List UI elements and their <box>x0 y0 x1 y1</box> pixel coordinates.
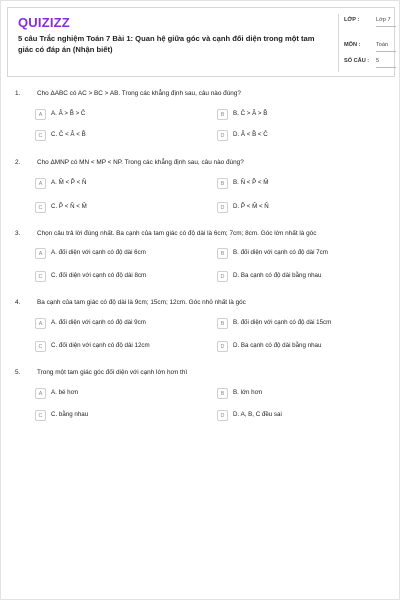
option-a[interactable] <box>35 178 185 191</box>
option-text: A. đối diện với cạnh có độ dài 6cm <box>51 249 146 256</box>
option-letter-badge: A <box>35 388 46 399</box>
option-text: D. Â < B̂ < Ĉ <box>233 131 268 138</box>
option-letter-badge: B <box>217 388 228 399</box>
option-text: D. Ba cạnh có độ dài bằng nhau <box>233 272 322 279</box>
option-a[interactable] <box>35 318 185 331</box>
option-text: C. Ĉ < Â < B̂ <box>51 131 86 138</box>
option-d[interactable] <box>217 130 367 143</box>
option-b[interactable] <box>217 318 367 331</box>
option-letter-badge: A <box>35 109 46 120</box>
option-text: C. bằng nhau <box>51 411 89 418</box>
subject-label: MÔN : <box>344 42 361 48</box>
option-text: C. P̂ < N̂ < M̂ <box>51 203 87 210</box>
option-d[interactable] <box>217 341 367 354</box>
question-count-label: SỐ CÂU : <box>344 58 370 64</box>
option-d[interactable] <box>217 410 367 423</box>
option-c[interactable] <box>35 341 185 354</box>
question-text: Cho ΔMNP có MN < MP < NP. Trong các khẳng định sau, câu nào đúng? <box>37 159 244 166</box>
option-text: C. đối diện với cạnh có độ dài 12cm <box>51 342 150 349</box>
option-letter-badge: B <box>217 248 228 259</box>
question-text: Trong một tam giác góc đối diện với cạnh lớn hơn thì <box>37 369 188 376</box>
option-b[interactable] <box>217 388 367 401</box>
option-text: B. đối diện với cạnh có độ dài 15cm <box>233 319 332 326</box>
option-letter-badge: C <box>35 130 46 141</box>
option-text: D. P̂ < M̂ < N̂ <box>233 203 269 210</box>
option-letter-badge: C <box>35 410 46 421</box>
option-letter-badge: B <box>217 109 228 120</box>
option-b[interactable] <box>217 248 367 261</box>
option-c[interactable] <box>35 271 185 284</box>
option-letter-badge: B <box>217 318 228 329</box>
question-count-value: 5 <box>376 57 396 68</box>
option-text: B. Ĉ > Â > B̂ <box>233 110 268 117</box>
quizizz-logo: QUIZIZZ <box>18 15 70 30</box>
option-text: D. Ba cạnh có độ dài bằng nhau <box>233 342 322 349</box>
option-letter-badge: D <box>217 410 228 421</box>
question-text: Chọn câu trả lời đúng nhất. Ba cạnh của tam giác có độ dài là 6cm; 7cm; 8cm. Góc lớn nhất là góc <box>37 230 317 237</box>
option-c[interactable] <box>35 130 185 143</box>
option-text: C. đối diện với cạnh có độ dài 8cm <box>51 272 147 279</box>
option-text: A. Â > B̂ > Ĉ <box>51 110 86 117</box>
option-a[interactable] <box>35 248 185 261</box>
grade-value: Lớp 7 <box>376 16 396 27</box>
option-letter-badge: A <box>35 318 46 329</box>
header-divider <box>338 14 339 72</box>
option-c[interactable] <box>35 202 185 215</box>
question-number: 3. <box>15 230 21 237</box>
subject-value: Toán <box>376 41 396 52</box>
option-letter-badge: D <box>217 130 228 141</box>
option-text: B. lớn hơn <box>233 389 263 396</box>
option-text: D. A, B, C đều sai <box>233 411 282 418</box>
question-text: Cho ΔABC có AC > BC > AB. Trong các khẳng định sau, câu nào đúng? <box>37 90 241 97</box>
option-letter-badge: A <box>35 178 46 189</box>
option-text: A. M̂ < P̂ < N̂ <box>51 179 87 186</box>
option-letter-badge: D <box>217 341 228 352</box>
worksheet-header <box>7 7 395 77</box>
option-text: B. N̂ < P̂ < M̂ <box>233 179 269 186</box>
option-letter-badge: C <box>35 202 46 213</box>
option-letter-badge: D <box>217 202 228 213</box>
option-a[interactable] <box>35 109 185 122</box>
grade-label: LỚP : <box>344 17 360 23</box>
question-text: Ba cạnh của tam giác có độ dài là 9cm; 15cm; 12cm. Góc nhỏ nhất là góc <box>37 299 246 306</box>
option-a[interactable] <box>35 388 185 401</box>
option-letter-badge: C <box>35 341 46 352</box>
option-d[interactable] <box>217 202 367 215</box>
option-letter-badge: A <box>35 248 46 259</box>
option-b[interactable] <box>217 178 367 191</box>
option-text: A. bé hơn <box>51 389 79 396</box>
question-number: 1. <box>15 90 21 97</box>
option-b[interactable] <box>217 109 367 122</box>
question-number: 5. <box>15 369 21 376</box>
option-letter-badge: B <box>217 178 228 189</box>
option-text: A. đối diện với cạnh có độ dài 9cm <box>51 319 146 326</box>
worksheet-title: 5 câu Trắc nghiệm Toán 7 Bài 1: Quan hệ giữa góc và cạnh đối diện trong một tam giác có đáp án (Nhận biết) <box>18 34 315 54</box>
option-letter-badge: D <box>217 271 228 282</box>
option-c[interactable] <box>35 410 185 423</box>
question-number: 2. <box>15 159 21 166</box>
option-letter-badge: C <box>35 271 46 282</box>
option-text: B. đối diện với cạnh có độ dài 7cm <box>233 249 328 256</box>
question-number: 4. <box>15 299 21 306</box>
option-d[interactable] <box>217 271 367 284</box>
